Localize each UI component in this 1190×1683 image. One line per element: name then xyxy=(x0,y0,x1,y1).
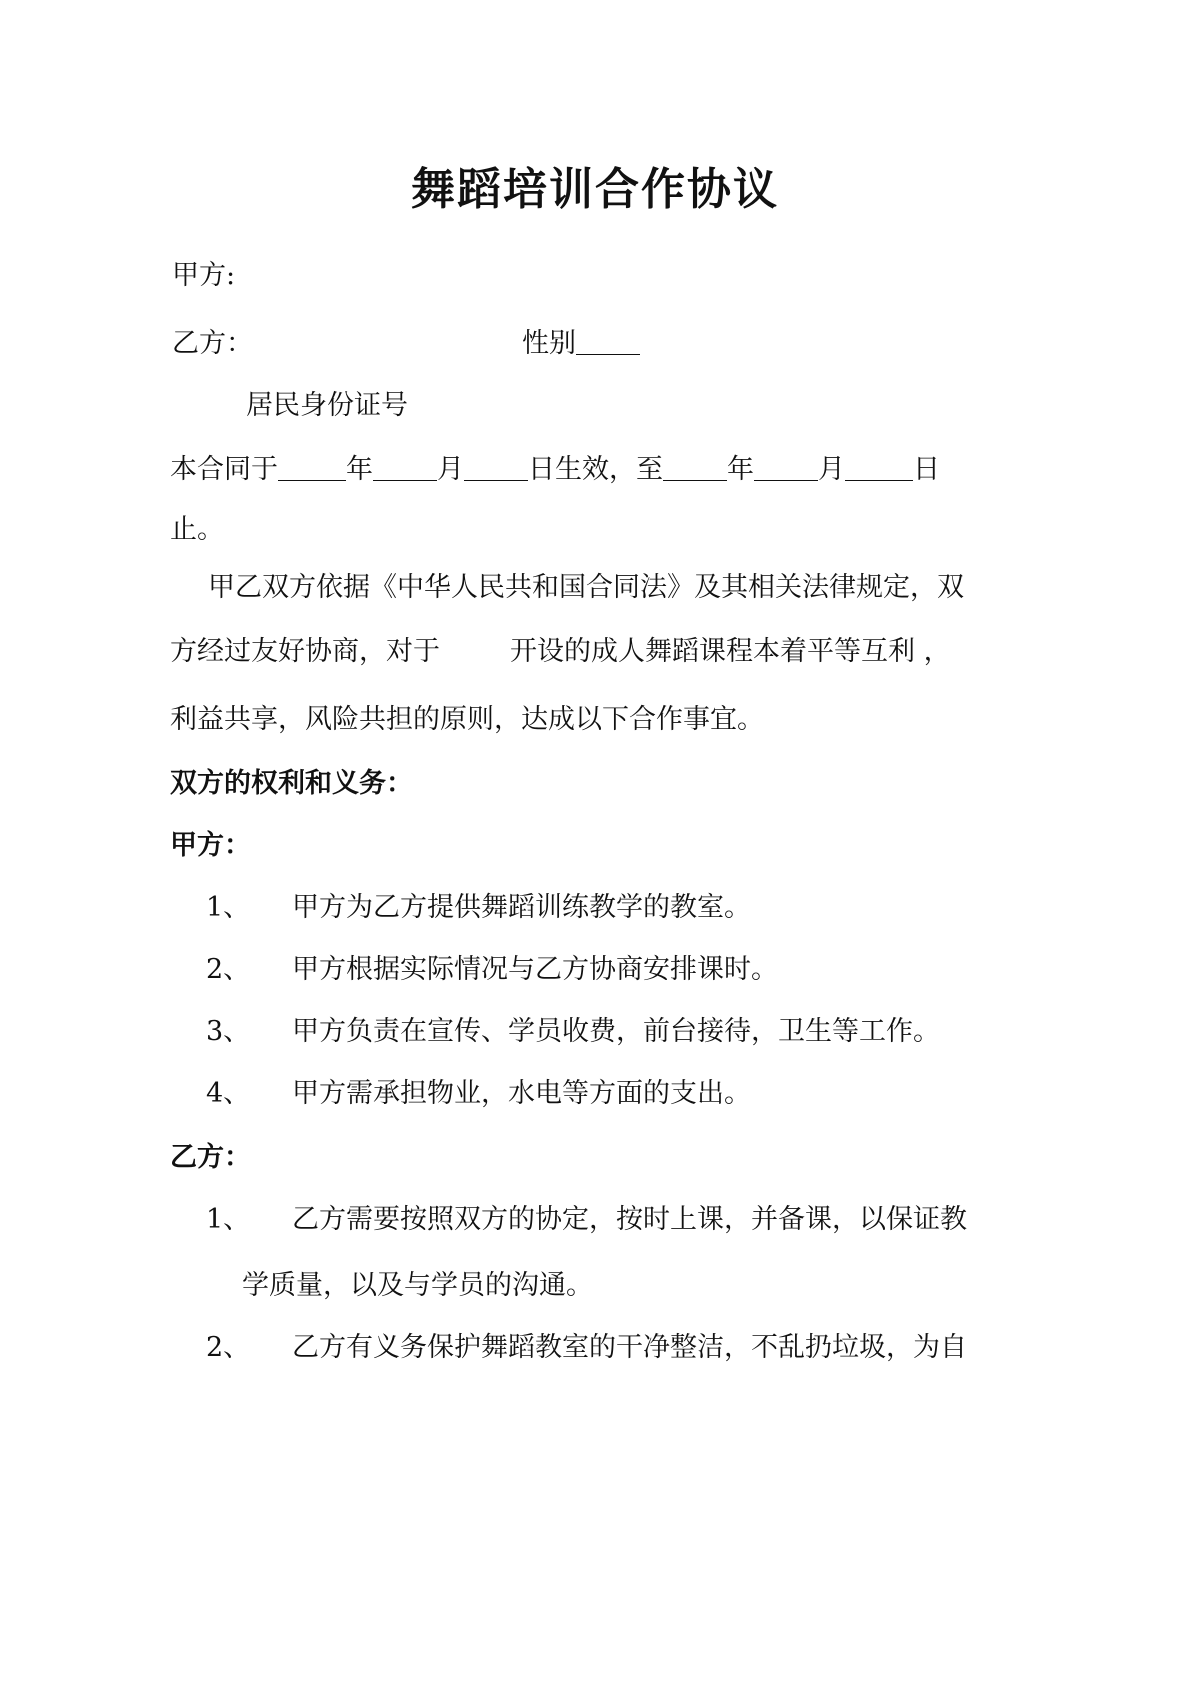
start-month-blank xyxy=(373,456,437,481)
item-text: 乙方需要按照双方的协定，按时上课，并备课，以保证教 xyxy=(292,1204,967,1235)
validity-end: 止。 xyxy=(170,514,224,545)
item-number: 2、 xyxy=(206,1332,251,1363)
intro-line-3: 利益共享，风险共担的原则，达成以下合作事宜。 xyxy=(170,704,764,735)
start-year-blank xyxy=(278,456,346,481)
list-item-continuation: 学质量，以及与学员的沟通。 xyxy=(242,1270,593,1301)
end-day-blank xyxy=(845,456,913,481)
start-day-blank xyxy=(464,456,528,481)
end-month-blank xyxy=(754,456,818,481)
item-text: 甲方为乙方提供舞蹈训练教学的教室。 xyxy=(292,892,751,923)
item-number: 1、 xyxy=(206,892,251,923)
item-number: 2、 xyxy=(206,954,251,985)
item-text: 甲方需承担物业，水电等方面的支出。 xyxy=(292,1078,751,1109)
rights-heading: 双方的权利和义务： xyxy=(170,768,413,799)
item-text: 甲方负责在宣传、学员收费，前台接待，卫生等工作。 xyxy=(292,1016,940,1047)
gender-blank xyxy=(576,330,640,355)
item-text: 甲方根据实际情况与乙方协商安排课时。 xyxy=(292,954,778,985)
list-item xyxy=(206,1334,967,1361)
end-day-label: 日 xyxy=(913,454,940,485)
list-item xyxy=(206,956,778,983)
list-item xyxy=(206,894,751,921)
start-year-label: 年 xyxy=(346,454,373,485)
party-a-label: 甲方: xyxy=(172,260,236,291)
list-item xyxy=(206,1018,940,1045)
validity-prefix: 本合同于 xyxy=(170,454,278,485)
list-item xyxy=(206,1080,751,1107)
id-number-label: 居民身份证号 xyxy=(246,390,408,421)
gender-field xyxy=(522,330,640,357)
validity-line xyxy=(170,456,940,483)
party-a-heading: 甲方： xyxy=(170,830,251,861)
intro-line-2b: 开设的成人舞蹈课程本着平等互利 ， xyxy=(510,636,951,667)
intro-line-1: 甲乙双方依据《中华人民共和国合同法》及其相关法律规定，双 xyxy=(208,572,964,603)
item-number: 4、 xyxy=(206,1078,251,1109)
party-b-heading: 乙方： xyxy=(170,1142,251,1173)
intro-line-2a: 方经过友好协商，对于 xyxy=(170,636,440,667)
end-month-label: 月 xyxy=(818,454,845,485)
item-text: 乙方有义务保护舞蹈教室的干净整洁，不乱扔垃圾，为自 xyxy=(292,1332,967,1363)
gender-label: 性别 xyxy=(522,328,576,359)
item-number: 1、 xyxy=(206,1204,251,1235)
item-number: 3、 xyxy=(206,1016,251,1047)
start-month-label: 月 xyxy=(437,454,464,485)
document-title: 舞蹈培训合作协议 xyxy=(411,164,779,215)
start-day-label: 日生效，至 xyxy=(528,454,663,485)
end-year-blank xyxy=(663,456,727,481)
party-b-label: 乙方： xyxy=(172,328,253,359)
list-item xyxy=(206,1206,967,1233)
end-year-label: 年 xyxy=(727,454,754,485)
